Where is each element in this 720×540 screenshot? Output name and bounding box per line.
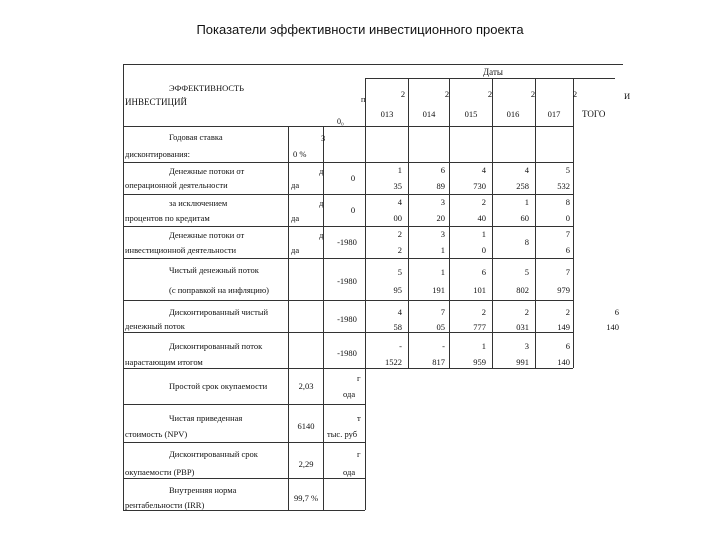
rule-label-col	[288, 126, 289, 510]
year-bottom-3: 015	[464, 109, 478, 119]
op-bottom-2: 89	[436, 181, 445, 191]
net-initial: -1980	[337, 276, 357, 286]
year-bottom-5: 017	[547, 109, 561, 119]
net-top-5: 7	[565, 267, 570, 277]
cum-label-1: Дисконтированный поток	[169, 341, 263, 351]
inv-top-1: 2	[397, 229, 402, 239]
pp-label: Простой срок окупаемости	[169, 381, 268, 391]
int-bottom-3: 40	[477, 213, 486, 223]
net-label-1: Чистый денежный поток	[169, 265, 259, 275]
year-top-1: 2	[400, 89, 406, 99]
op-bottom-4: 258	[516, 181, 529, 191]
op-top-1: 1	[397, 165, 402, 175]
int-unit-2: да	[291, 213, 300, 223]
cum-initial: -1980	[337, 348, 357, 358]
net-bottom-4: 802	[516, 285, 529, 295]
year-bottom-1: 013	[380, 109, 394, 119]
rule-y5	[573, 78, 574, 368]
disc-bottom-3: 777	[473, 322, 486, 332]
inv-unit-1: д	[319, 230, 324, 240]
rule-after-pp	[123, 404, 365, 405]
npv-label-1: Чистая приведенная	[169, 413, 243, 423]
rule-unit-col	[365, 78, 366, 510]
op-bottom-1: 35	[393, 181, 402, 191]
disc-total-bottom: 140	[606, 322, 619, 332]
dpp-value: 2,29	[298, 459, 314, 469]
op-label-2: операционной деятельности	[125, 180, 228, 190]
op-top-3: 4	[481, 165, 486, 175]
efficiency-line1: ЭФФЕКТИВНОСТЬ	[169, 83, 245, 93]
net-bottom-5: 979	[557, 285, 570, 295]
int-bottom-4: 60	[520, 213, 529, 223]
rate-label-1: Годовая ставка	[169, 132, 223, 142]
rule-after-dpp	[123, 478, 365, 479]
year-bottom-2: 014	[422, 109, 436, 119]
rule-y2	[449, 78, 450, 368]
op-top-5: 5	[565, 165, 570, 175]
cum-top-4: 3	[524, 341, 529, 351]
rule-left	[123, 64, 124, 510]
rate-frag-a: 3	[321, 133, 326, 143]
cum-top-5: 6	[565, 341, 570, 351]
irr-label-1: Внутренняя норма	[169, 485, 237, 495]
dpp-label-2: окупаемости (PBP)	[125, 467, 195, 477]
rule-after-net	[123, 300, 573, 301]
pp-unit-1: г	[357, 373, 361, 383]
dpp-label-1: Дисконтированный срок	[169, 449, 258, 459]
op-top-2: 6	[440, 165, 445, 175]
rule-y1	[408, 78, 409, 368]
total-header-top: И	[624, 91, 631, 101]
page-title: Показатели эффективности инвестиционного проекта	[196, 22, 524, 37]
int-top-3: 2	[481, 197, 486, 207]
inv-bottom-3: 0	[481, 245, 486, 255]
inv-bottom-2: 1	[440, 245, 445, 255]
rate-frag-b: 0 %	[293, 149, 307, 159]
cum-bottom-5: 140	[557, 357, 570, 367]
rule-after-inv	[123, 258, 573, 259]
rule-bottom	[123, 510, 365, 511]
units-fragment: п	[361, 95, 366, 104]
year-top-4: 2	[530, 89, 536, 99]
year-top-5: 2	[572, 89, 578, 99]
int-label-2: процентов по кредитам	[125, 213, 210, 223]
year-top-2: 2	[444, 89, 450, 99]
efficiency-header	[169, 84, 244, 93]
disc-top-3: 2	[481, 307, 486, 317]
year-bottom-4: 016	[506, 109, 520, 119]
irr-value: 99,7 %	[293, 493, 319, 503]
cum-bottom-1: 1522	[385, 357, 402, 367]
net-label-2: (с поправкой на инфляцию)	[169, 285, 270, 295]
total-header-bottom: ТОГО	[582, 109, 606, 119]
year-top-3: 2	[487, 89, 493, 99]
rule-after-rate	[123, 162, 573, 163]
int-initial: 0	[350, 205, 356, 215]
op-initial: 0	[350, 173, 356, 183]
inv-initial: -1980	[337, 237, 357, 247]
cum-top-1: -	[399, 341, 402, 351]
indicators-table	[123, 64, 631, 510]
int-top-4: 1	[524, 197, 529, 207]
disc-bottom-2: 05	[436, 322, 445, 332]
inv-bottom-1: 2	[397, 245, 402, 255]
npv-label-2: стоимость (NPV)	[125, 429, 188, 439]
disc-bottom-4: 031	[516, 322, 529, 332]
rule-after-op	[123, 194, 573, 195]
cum-top-2: -	[442, 341, 445, 351]
inv-label-2: инвестиционной деятельности	[125, 245, 237, 255]
rule-top	[123, 64, 623, 65]
cum-bottom-2: 817	[432, 357, 445, 367]
rule-after-header	[123, 126, 573, 127]
int-top-2: 3	[440, 197, 445, 207]
rule-after-int	[123, 226, 573, 227]
int-bottom-1: 00	[393, 213, 402, 223]
inv-top-3: 1	[481, 229, 486, 239]
disc-initial: -1980	[337, 314, 357, 324]
net-top-3: 6	[481, 267, 486, 277]
cum-bottom-4: 991	[516, 357, 529, 367]
pp-unit-2: ода	[343, 389, 356, 399]
rate-label-2: дисконтирования:	[125, 149, 190, 159]
rule-after-cum	[123, 368, 573, 369]
rule-value-col	[323, 126, 324, 510]
op-unit-2: да	[291, 180, 300, 190]
inv-top-5: 7	[565, 229, 570, 239]
cum-label-2: нарастающим итогом	[125, 357, 203, 367]
disc-label-1: Дисконтированный чистый	[169, 307, 269, 317]
investments-header: ИНВЕСТИЦИЙ	[125, 97, 187, 107]
dates-header: Даты	[483, 67, 503, 77]
pp-value: 2,03	[298, 381, 314, 391]
net-top-2: 1	[440, 267, 445, 277]
disc-bottom-5: 149	[557, 322, 570, 332]
net-top-1: 5	[397, 267, 402, 277]
disc-top-2: 7	[440, 307, 445, 317]
dpp-unit-1: г	[357, 449, 361, 459]
inv-mid-4: 8	[524, 237, 529, 247]
cum-bottom-3: 959	[473, 357, 486, 367]
int-unit-1: д	[319, 198, 324, 208]
npv-value: 6140	[297, 421, 315, 431]
disc-label-2: денежный поток	[125, 321, 185, 331]
int-label-1: за исключением	[169, 198, 228, 208]
op-top-4: 4	[524, 165, 529, 175]
net-top-4: 5	[524, 267, 529, 277]
op-label-1: Денежные потоки от	[169, 166, 245, 176]
inv-label-1: Денежные потоки от	[169, 230, 245, 240]
net-bottom-3: 101	[473, 285, 486, 295]
npv-unit-1: т	[357, 413, 361, 423]
inv-bottom-5: 6	[565, 245, 570, 255]
rule-y3	[492, 78, 493, 368]
op-bottom-5: 532	[557, 181, 570, 191]
npv-unit-2: тыс. руб	[327, 429, 358, 439]
disc-top-5: 2	[565, 307, 570, 317]
disc-total-top: 6	[614, 307, 619, 317]
disc-top-4: 2	[524, 307, 529, 317]
dpp-unit-2: ода	[343, 467, 356, 477]
disc-bottom-1: 58	[393, 322, 402, 332]
net-bottom-2: 191	[432, 285, 445, 295]
int-bottom-5: 0	[565, 213, 570, 223]
int-bottom-2: 20	[436, 213, 445, 223]
disc-top-1: 4	[397, 307, 402, 317]
rule-after-disc	[123, 332, 573, 333]
net-bottom-1: 95	[393, 285, 402, 295]
inv-unit-2: да	[291, 245, 300, 255]
int-top-1: 4	[397, 197, 402, 207]
op-unit-1: д	[319, 166, 324, 176]
rule-after-npv	[123, 442, 365, 443]
units-subscript: 0₀	[337, 117, 344, 126]
cum-top-3: 1	[481, 341, 486, 351]
int-top-5: 8	[565, 197, 570, 207]
irr-label-2: рентабельности (IRR)	[125, 500, 205, 510]
rule-header	[365, 78, 615, 79]
op-bottom-3: 730	[473, 181, 486, 191]
inv-top-2: 3	[440, 229, 445, 239]
